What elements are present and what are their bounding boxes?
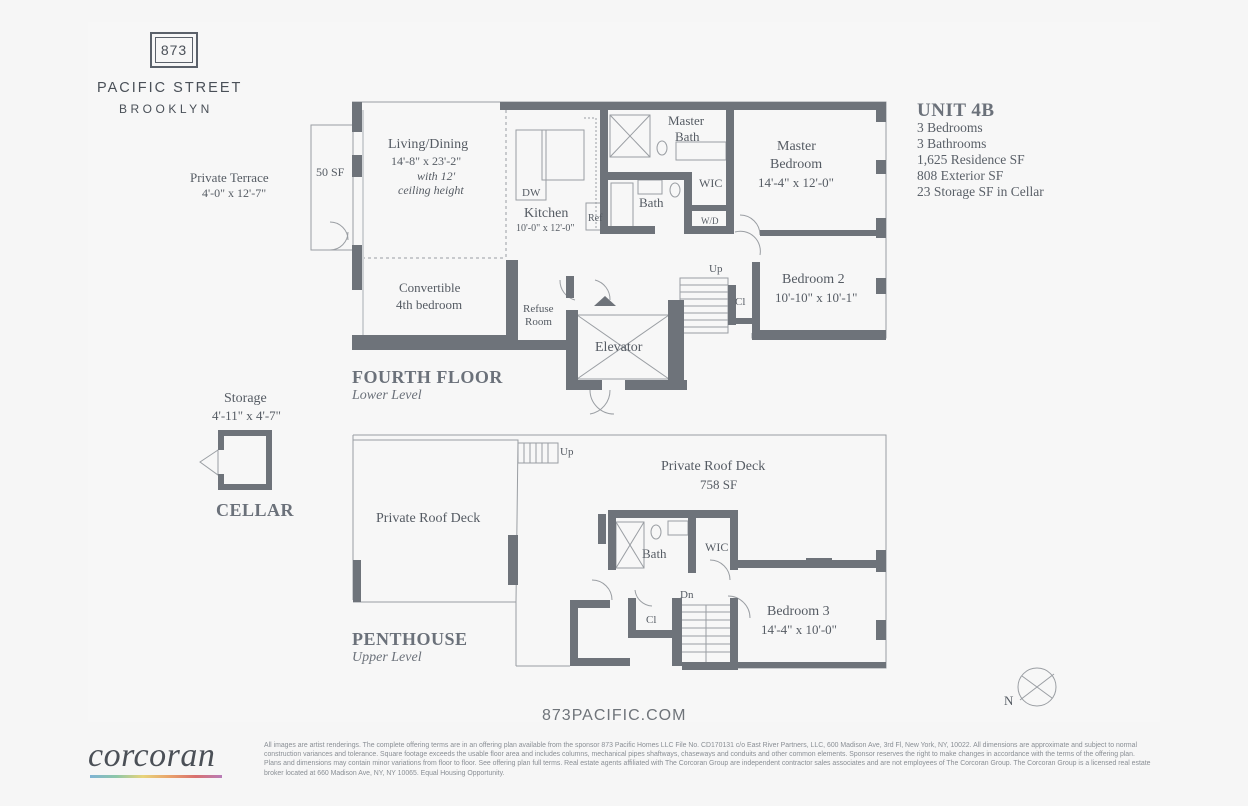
terrace-outline [311,125,353,250]
master-bath-label: Master [668,113,705,128]
glazing [362,110,364,335]
website-url: 873PACIFIC.COM [542,707,687,724]
unit-detail: 808 Exterior SF [917,168,1004,183]
living-dining-note: ceiling height [398,183,464,197]
penthouse-subtitle: Upper Level [352,650,422,665]
penthouse-closet-label: Cl [646,614,657,626]
penthouse-stairs-dn-label: Dn [680,589,694,601]
bedroom3-dims: 14'-4" x 10'-0" [761,622,837,637]
bedroom2-dims: 10'-10" x 10'-1" [775,290,858,305]
compass-north-label: N [1004,693,1014,708]
brand-logo [150,32,198,68]
unit-detail: 1,625 Residence SF [917,152,1025,167]
roof-deck-left-label: Private Roof Deck [376,511,481,526]
unit-detail: 3 Bathrooms [917,136,987,151]
bedroom3-label: Bedroom 3 [767,604,830,619]
dishwasher-label: DW [522,187,541,199]
living-dining-label: Living/Dining [388,137,469,152]
storage-label: Storage [224,391,267,406]
penthouse-stairs-up-label: Up [560,446,574,458]
penthouse-title: PENTHOUSE [352,629,468,649]
washer-dryer-label: W/D [701,216,719,226]
roof-deck-main-label: Private Roof Deck [661,459,766,474]
fridge-label: Ref [588,213,603,224]
master-bedroom-label: Bedroom [770,157,823,172]
penthouse-bath-label: Bath [642,546,667,561]
kitchen-dims: 10'-0" x 12'-0" [516,223,575,234]
unit-detail: 23 Storage SF in Cellar [917,184,1044,199]
fourth-floor-title: FOURTH FLOOR [352,367,503,387]
living-dining-dims: 14'-8" x 23'-2" [391,154,462,168]
refuse-room-label: Room [525,316,552,328]
corcoran-logo: corcoran [88,737,216,774]
refuse-room-label: Refuse [523,303,554,315]
unit-detail: 3 Bedrooms [917,120,983,135]
terrace-sf: 50 SF [316,165,345,179]
logo-number: 873 [155,37,193,63]
unit-title: UNIT 4B [917,100,995,121]
brand-city: BROOKLYN [119,102,213,116]
stairs-up-label: Up [709,263,723,275]
penthouse-wic-label: WIC [705,540,729,554]
kitchen-label: Kitchen [524,206,569,221]
roof-deck-sf: 758 SF [700,477,738,492]
convertible-label: Convertible [399,280,461,295]
bedroom2-label: Bedroom 2 [782,272,845,287]
bath-label: Bath [639,195,664,210]
fourth-floor-subtitle: Lower Level [352,388,422,403]
terrace-dims: 4'-0" x 12'-7" [202,186,267,200]
living-dining-note: with 12' [417,169,456,183]
corcoran-color-bar [90,775,222,778]
terrace-label: Private Terrace [190,170,269,185]
legal-disclaimer: All images are artist renderings. The complete offering terms are in an offering plan available from the sponsor 873 Pacific Homes LLC File No. CD170131 c/o East River Partners, LLC, 600 Madison Ave, 3rd Fl, New York, NY, 10022. All dimensions are approximate and subject to normal construction variances and tolerance. Square footage exceeds the usable floor area and includes columns, mechanical pipes shaftways, chaseways and conduits and other common elements. Sponsor reserves the right to make changes in accordance with the terms of the offering plan. Plans and dimensions may contain minor variations from floor to floor. See offering plan full terms. Real estate agents affiliated with The Corcoran Group are independent contractor sales associates and are not employees of The Corcoran Group. The Corcoran Group is a licensed real estate broker located at 660 Madison Ave, NY, NY 10065. Equal Housing Opportunity. [264,742,1151,777]
master-bedroom-dims: 14'-4" x 12'-0" [758,175,834,190]
brand-street: PACIFIC STREET [97,80,243,96]
convertible-label: 4th bedroom [396,297,463,312]
cellar-title: CELLAR [216,500,295,520]
master-bath-label: Bath [675,129,700,144]
wic-label: WIC [699,176,723,190]
elevator-label: Elevator [595,340,643,355]
master-bedroom-label: Master [777,139,816,154]
closet-label: Cl [735,296,746,308]
storage-dims: 4'-11" x 4'-7" [212,408,281,423]
